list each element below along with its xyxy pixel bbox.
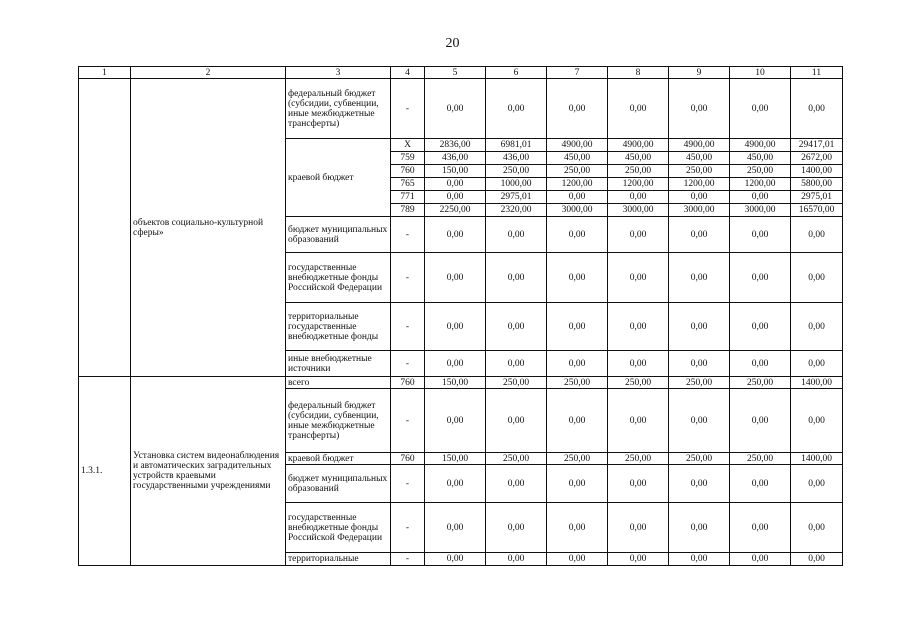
value-cell: 29417,01 — [791, 139, 843, 152]
funding-source-cell: краевой бюджет — [286, 139, 391, 217]
value-cell: 0,00 — [425, 503, 486, 553]
funding-source-cell: бюджет муниципальных образований — [286, 465, 391, 503]
value-cell: 0,00 — [730, 503, 791, 553]
value-cell: 150,00 — [425, 453, 486, 465]
budget-code-cell: 771 — [391, 191, 425, 204]
value-cell: 2836,00 — [425, 139, 486, 152]
value-cell: 0,00 — [791, 465, 843, 503]
value-cell: 0,00 — [486, 351, 547, 377]
header-cell: 6 — [486, 67, 547, 79]
value-cell: 0,00 — [547, 253, 608, 303]
value-cell: 0,00 — [730, 191, 791, 204]
budget-code-cell: - — [391, 351, 425, 377]
value-cell: 5800,00 — [791, 178, 843, 191]
value-cell: 436,00 — [425, 152, 486, 165]
header-cell: 7 — [547, 67, 608, 79]
value-cell: 250,00 — [730, 165, 791, 178]
budget-code-cell: 760 — [391, 453, 425, 465]
value-cell: 0,00 — [669, 253, 730, 303]
value-cell: 0,00 — [669, 503, 730, 553]
funding-source-cell: территориальные государственные внебюджетные фонды — [286, 303, 391, 351]
value-cell: 0,00 — [425, 79, 486, 139]
value-cell: 6981,01 — [486, 139, 547, 152]
value-cell: 3000,00 — [608, 204, 669, 217]
budget-code-cell: - — [391, 79, 425, 139]
value-cell: 0,00 — [486, 253, 547, 303]
value-cell: 0,00 — [669, 553, 730, 566]
funding-source-cell: государственные внебюджетные фонды Российской Федерации — [286, 253, 391, 303]
value-cell: 0,00 — [791, 79, 843, 139]
value-cell: 1400,00 — [791, 377, 843, 389]
value-cell: 0,00 — [547, 217, 608, 253]
header-cell: 9 — [669, 67, 730, 79]
budget-code-cell: 765 — [391, 178, 425, 191]
value-cell: 250,00 — [669, 377, 730, 389]
funding-source-cell: иные внебюджетные источники — [286, 351, 391, 377]
header-cell: 5 — [425, 67, 486, 79]
funding-source-cell: территориальные — [286, 553, 391, 566]
value-cell: 0,00 — [425, 351, 486, 377]
value-cell: 3000,00 — [669, 204, 730, 217]
budget-code-cell: - — [391, 503, 425, 553]
value-cell: 0,00 — [730, 303, 791, 351]
value-cell: 0,00 — [608, 553, 669, 566]
value-cell: 0,00 — [608, 351, 669, 377]
header-cell: 4 — [391, 67, 425, 79]
value-cell: 0,00 — [730, 465, 791, 503]
value-cell: 0,00 — [486, 389, 547, 453]
value-cell: 450,00 — [669, 152, 730, 165]
budget-table — [78, 66, 843, 566]
value-cell: 0,00 — [730, 79, 791, 139]
value-cell: 2975,01 — [486, 191, 547, 204]
measure-title-cell: объектов социально-культурной сферы» — [131, 79, 286, 377]
value-cell: 0,00 — [730, 389, 791, 453]
budget-code-cell: - — [391, 253, 425, 303]
item-number-cell — [79, 79, 131, 377]
value-cell: 0,00 — [486, 465, 547, 503]
value-cell: 250,00 — [608, 453, 669, 465]
value-cell: 0,00 — [425, 303, 486, 351]
value-cell: 0,00 — [425, 253, 486, 303]
header-cell: 1 — [79, 67, 131, 79]
value-cell: 16570,00 — [791, 204, 843, 217]
value-cell: 0,00 — [791, 217, 843, 253]
value-cell: 0,00 — [730, 553, 791, 566]
value-cell: 0,00 — [547, 79, 608, 139]
value-cell: 0,00 — [791, 389, 843, 453]
value-cell: 0,00 — [547, 389, 608, 453]
value-cell: 2250,00 — [425, 204, 486, 217]
table-row — [79, 377, 843, 389]
budget-code-cell: - — [391, 303, 425, 351]
budget-code-cell: - — [391, 217, 425, 253]
page-number: 20 — [445, 36, 460, 51]
value-cell: 1200,00 — [669, 178, 730, 191]
budget-code-cell: - — [391, 465, 425, 503]
value-cell: 450,00 — [730, 152, 791, 165]
value-cell: 0,00 — [608, 253, 669, 303]
value-cell: 0,00 — [608, 191, 669, 204]
value-cell: 1400,00 — [791, 453, 843, 465]
value-cell: 1000,00 — [486, 178, 547, 191]
value-cell: 0,00 — [730, 217, 791, 253]
value-cell: 0,00 — [547, 553, 608, 566]
value-cell: 0,00 — [547, 465, 608, 503]
value-cell: 0,00 — [608, 303, 669, 351]
value-cell: 0,00 — [425, 191, 486, 204]
table-row — [79, 79, 843, 139]
value-cell: 0,00 — [669, 79, 730, 139]
value-cell: 0,00 — [669, 191, 730, 204]
value-cell: 250,00 — [486, 377, 547, 389]
header-cell: 10 — [730, 67, 791, 79]
value-cell: 0,00 — [547, 303, 608, 351]
value-cell: 250,00 — [547, 165, 608, 178]
header-row — [79, 67, 843, 79]
funding-source-cell: краевой бюджет — [286, 453, 391, 465]
value-cell: 150,00 — [425, 165, 486, 178]
funding-source-cell: государственные внебюджетные фонды Российской Федерации — [286, 503, 391, 553]
budget-code-cell: - — [391, 389, 425, 453]
value-cell: 0,00 — [730, 253, 791, 303]
value-cell: 250,00 — [486, 453, 547, 465]
value-cell: 0,00 — [730, 351, 791, 377]
measure-title-cell: Установка систем видеонаблюдения и автоматических заградительных устройств краевыми государственными учреждениями — [131, 377, 286, 566]
item-number-cell: 1.3.1. — [79, 377, 131, 566]
value-cell: 0,00 — [791, 303, 843, 351]
header-cell: 11 — [791, 67, 843, 79]
value-cell: 0,00 — [547, 351, 608, 377]
value-cell: 250,00 — [730, 377, 791, 389]
funding-source-cell: всего — [286, 377, 391, 389]
value-cell: 0,00 — [486, 553, 547, 566]
value-cell: 0,00 — [669, 217, 730, 253]
value-cell: 450,00 — [608, 152, 669, 165]
budget-code-cell: 760 — [391, 377, 425, 389]
value-cell: 250,00 — [608, 165, 669, 178]
value-cell: 2672,00 — [791, 152, 843, 165]
value-cell: 250,00 — [730, 453, 791, 465]
value-cell: 4900,00 — [608, 139, 669, 152]
value-cell: 3000,00 — [547, 204, 608, 217]
value-cell: 0,00 — [791, 351, 843, 377]
budget-code-cell: 789 — [391, 204, 425, 217]
budget-code-cell: 760 — [391, 165, 425, 178]
value-cell: 250,00 — [669, 165, 730, 178]
value-cell: 1200,00 — [730, 178, 791, 191]
value-cell: 0,00 — [608, 465, 669, 503]
value-cell: 0,00 — [425, 217, 486, 253]
budget-code-cell: Х — [391, 139, 425, 152]
value-cell: 0,00 — [608, 389, 669, 453]
value-cell: 0,00 — [547, 503, 608, 553]
funding-source-cell: бюджет муниципальных образований — [286, 217, 391, 253]
value-cell: 150,00 — [425, 377, 486, 389]
value-cell: 2320,00 — [486, 204, 547, 217]
value-cell: 4900,00 — [547, 139, 608, 152]
value-cell: 250,00 — [486, 165, 547, 178]
value-cell: 4900,00 — [730, 139, 791, 152]
value-cell: 250,00 — [547, 377, 608, 389]
value-cell: 0,00 — [669, 389, 730, 453]
value-cell: 4900,00 — [669, 139, 730, 152]
value-cell: 0,00 — [608, 503, 669, 553]
value-cell: 0,00 — [791, 253, 843, 303]
value-cell: 2975,01 — [791, 191, 843, 204]
header-cell: 2 — [131, 67, 286, 79]
value-cell: 0,00 — [608, 217, 669, 253]
value-cell: 1400,00 — [791, 165, 843, 178]
value-cell: 0,00 — [547, 191, 608, 204]
value-cell: 1200,00 — [547, 178, 608, 191]
header-cell: 8 — [608, 67, 669, 79]
value-cell: 0,00 — [425, 465, 486, 503]
value-cell: 250,00 — [669, 453, 730, 465]
value-cell: 0,00 — [669, 351, 730, 377]
value-cell: 0,00 — [791, 503, 843, 553]
budget-code-cell: 759 — [391, 152, 425, 165]
value-cell: 0,00 — [486, 217, 547, 253]
value-cell: 0,00 — [425, 389, 486, 453]
funding-source-cell: федеральный бюджет (субсидии, субвенции, иные межбюджетные трансферты) — [286, 79, 391, 139]
value-cell: 0,00 — [425, 553, 486, 566]
value-cell: 1200,00 — [608, 178, 669, 191]
header-cell: 3 — [286, 67, 391, 79]
value-cell: 0,00 — [486, 79, 547, 139]
budget-code-cell: - — [391, 553, 425, 566]
value-cell: 450,00 — [547, 152, 608, 165]
value-cell: 3000,00 — [730, 204, 791, 217]
value-cell: 250,00 — [547, 453, 608, 465]
value-cell: 0,00 — [486, 303, 547, 351]
value-cell: 0,00 — [669, 303, 730, 351]
value-cell: 0,00 — [486, 503, 547, 553]
value-cell: 0,00 — [608, 79, 669, 139]
value-cell: 0,00 — [791, 553, 843, 566]
funding-source-cell: федеральный бюджет (субсидии, субвенции, иные межбюджетные трансферты) — [286, 389, 391, 453]
value-cell: 0,00 — [425, 178, 486, 191]
value-cell: 0,00 — [669, 465, 730, 503]
value-cell: 250,00 — [608, 377, 669, 389]
value-cell: 436,00 — [486, 152, 547, 165]
